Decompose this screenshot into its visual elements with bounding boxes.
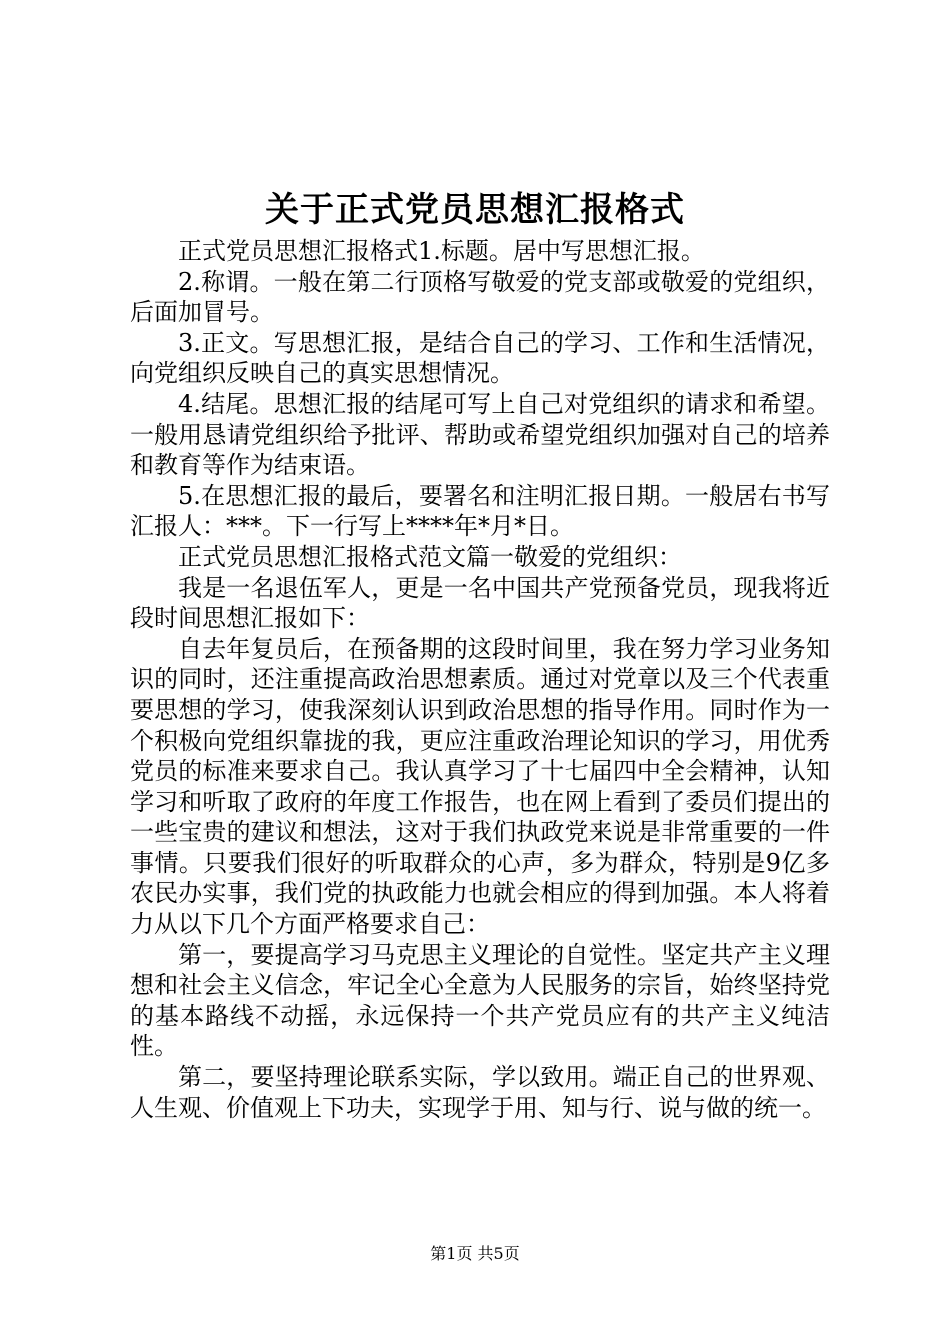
paragraph: 3.正文。写思想汇报，是结合自己的学习、工作和生活情况，向党组织反映自己的真实思想情况。 [130,328,830,388]
document-title: 关于正式党员思想汇报格式 [265,190,685,230]
document-body [130,236,830,1123]
paragraph: 5.在思想汇报的最后，要署名和注明汇报日期。一般居右书写汇报人：***。下一行写上****年*月*日。 [130,481,830,541]
paragraph: 第二，要坚持理论联系实际，学以致用。端正自己的世界观、人生观、价值观上下功夫，实现学于用、知与行、说与做的统一。 [130,1063,830,1122]
paragraph: 第一，要提高学习马克思主义理论的自觉性。坚定共产主义理想和社会主义信念，牢记全心全意为人民服务的宗旨，始终坚持党的基本路线不动摇，永远保持一个共产党员应有的共产主义纯洁性。 [130,940,830,1061]
paragraph: 4.结尾。思想汇报的结尾可写上自己对党组织的请求和希望。一般用恳请党组织给予批评、帮助或希望党组织加强对自己的培养和教育等作为结束语。 [130,389,830,480]
paragraph: 2.称谓。一般在第二行顶格写敬爱的党支部或敬爱的党组织，后面加冒号。 [130,267,830,327]
paragraph: 正式党员思想汇报格式范文篇一敬爱的党组织： [178,542,682,571]
paragraph: 我是一名退伍军人，更是一名中国共产党预备党员，现我将近段时间思想汇报如下： [130,573,830,633]
paragraph: 自去年复员后，在预备期的这段时间里，我在努力学习业务知识的同时，还注重提高政治思想素质。通过对党章以及三个代表重要思想的学习，使我深刻认识到政治思想的指导作用。同时作为一个积极向党组织靠拢的我，更应注重政治理论知识的学习，用优秀党员的标准来要求自己。我认真学习了十七届四中全会精神，认知学习和听取了政府的年度工作报告，也在网上看到了委员们提出的一些宝贵的建议和想法，这对于我们执政党来说是非常重要的一件事情。只要我们很好的听取群众的心声，多为群众，特别是9亿多农民办实事，我们党的执政能力也就会相应的得到加强。本人将着力从以下几个方面严格要求自己： [130,634,830,939]
paragraph: 正式党员思想汇报格式1.标题。居中写思想汇报。 [178,237,705,265]
page-number-footer: 第1页 共5页 [430,1244,520,1263]
